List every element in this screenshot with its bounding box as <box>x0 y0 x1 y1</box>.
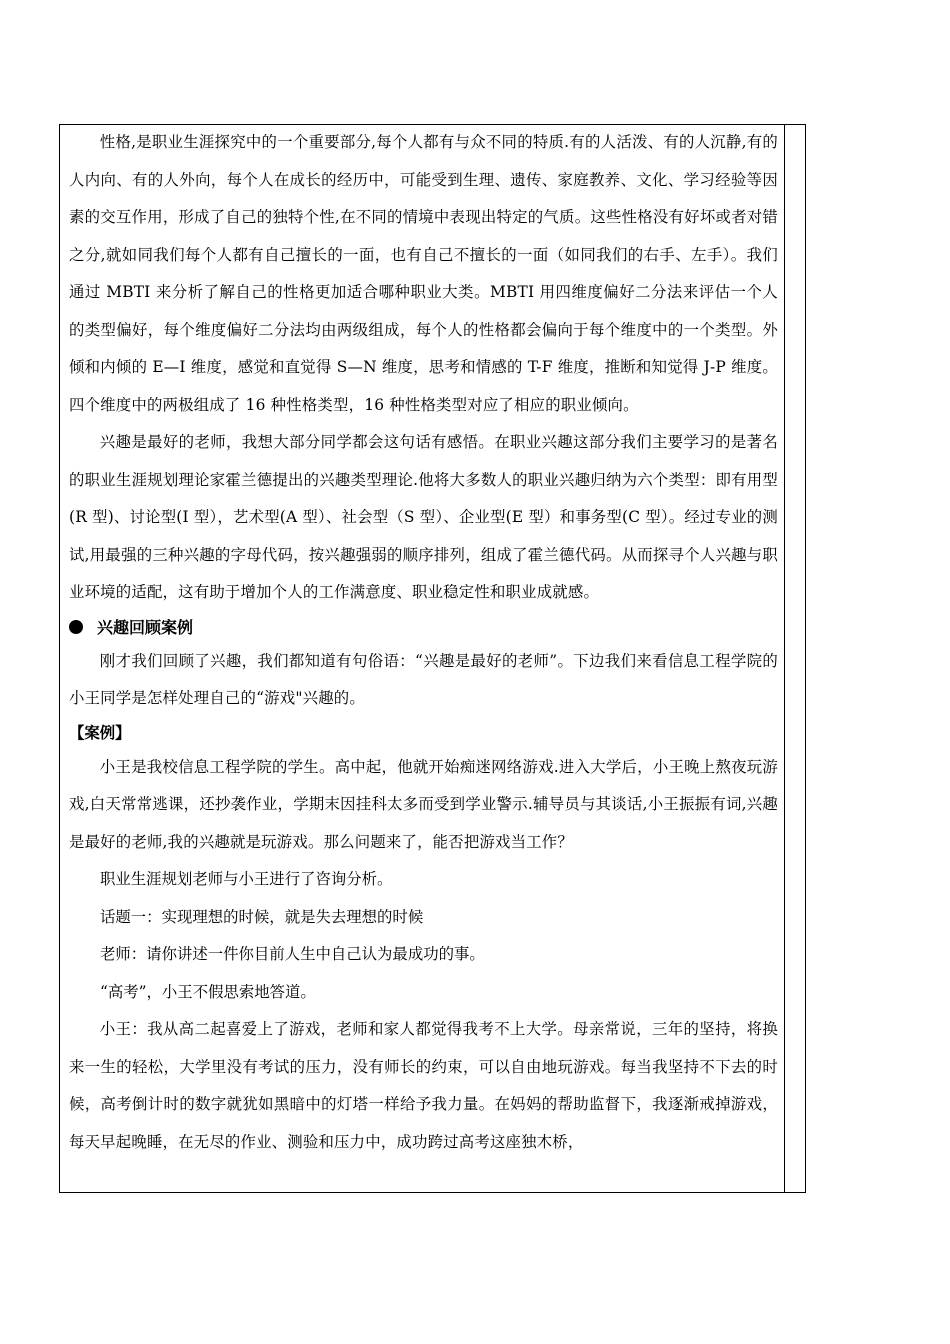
intro-paragraph: 刚才我们回顾了兴趣，我们都知道有句俗语：“兴趣是最好的老师”。下边我们来看信息工程学院的小王同学是怎样处理自己的“游戏"兴趣的。 <box>69 651 778 707</box>
table-column-divider <box>784 124 785 1193</box>
section-heading-text: 兴趣回顾案例 <box>97 617 194 637</box>
bullet-icon <box>69 620 83 634</box>
final-paragraph: 小王：我从高二起喜爱上了游戏，老师和家人都觉得我考不上大学。母亲常说，三年的坚持，将换来一生的轻松，大学里没有考试的压力，没有师长的约束，可以自由地玩游戏。每当我坚持不下去的时候，高考倒计时的数字就犹如黑暗中的灯塔一样给予我力量。在妈妈的帮助监督下，我逐渐戒掉游戏，每天早起晚睡，在无尽的作业、测验和压力中，成功跨过高考这座独木桥， <box>69 1020 778 1151</box>
topic-one-line: 话题一：实现理想的时候，就是失去理想的时候 <box>100 907 424 926</box>
content-cell <box>69 124 778 1161</box>
answer-line: “高考”，小王不假思索地答道。 <box>100 982 316 1001</box>
case-label: 【案例】 <box>69 723 131 742</box>
case-paragraph: 小王是我校信息工程学院的学生。高中起，他就开始痴迷网络游戏.进入大学后，小王晚上熬夜玩游戏,白天常常逃课，还抄袭作业，学期末因挂科太多而受到学业警示.辅导员与其谈话,小王振振有词,兴趣是最好的老师,我的兴趣就是玩游戏。那么问题来了，能否把游戏当工作？ <box>69 757 778 851</box>
section-heading <box>69 612 778 643</box>
consult-line: 职业生涯规划老师与小王进行了咨询分析。 <box>100 870 393 888</box>
personality-paragraph: 性格,是职业生涯探究中的一个重要部分,每个人都有与众不同的特质.有的人活泼、有的人沉静,有的人内向、有的人外向，每个人在成长的经历中，可能受到生理、遗传、家庭教养、文化、学习经验等因素的交互作用，形成了自己的独特个性,在不同的情境中表现出特定的气质。这些性格没有好坏或者对错之分,就如同我们每个人都有自己擅长的一面，也有自己不擅长的一面（如同我们的右手、左手）。我们通过 MBTI 来分析了解自己的性格更加适合哪种职业大类。MBTI 用四维度偏好二分法来评估一个人的类型偏好，每个维度偏好二分法均由两级组成，每个人的性格都会偏向于每个维度中的一个类型。外倾和内倾的 E—I 维度，感觉和直觉得 S—N 维度，思考和情感的 T-F 维度，推断和知觉得 J-P 维度。四个维度中的两极组成了 16 种性格类型，16 种性格类型对应了相应的职业倾向。 <box>69 133 778 414</box>
interest-paragraph: 兴趣是最好的老师，我想大部分同学都会这句话有感悟。在职业兴趣这部分我们主要学习的是著名的职业生涯规划理论家霍兰德提出的兴趣类型理论.他将大多数人的职业兴趣归纳为六个类型：即有用型(R 型)、讨论型(I 型），艺术型(A 型）、社会型（S 型）、企业型(E 型）和事务型(C 型）。经过专业的测试,用最强的三种兴趣的字母代码，按兴趣强弱的顺序排列，组成了霍兰德代码。从而探寻个人兴趣与职业环境的适配，这有助于增加个人的工作满意度、职业稳定性和职业成就感。 <box>69 433 778 601</box>
teacher-question-line: 老师：请你讲述一件你目前人生中自己认为最成功的事。 <box>100 945 485 963</box>
